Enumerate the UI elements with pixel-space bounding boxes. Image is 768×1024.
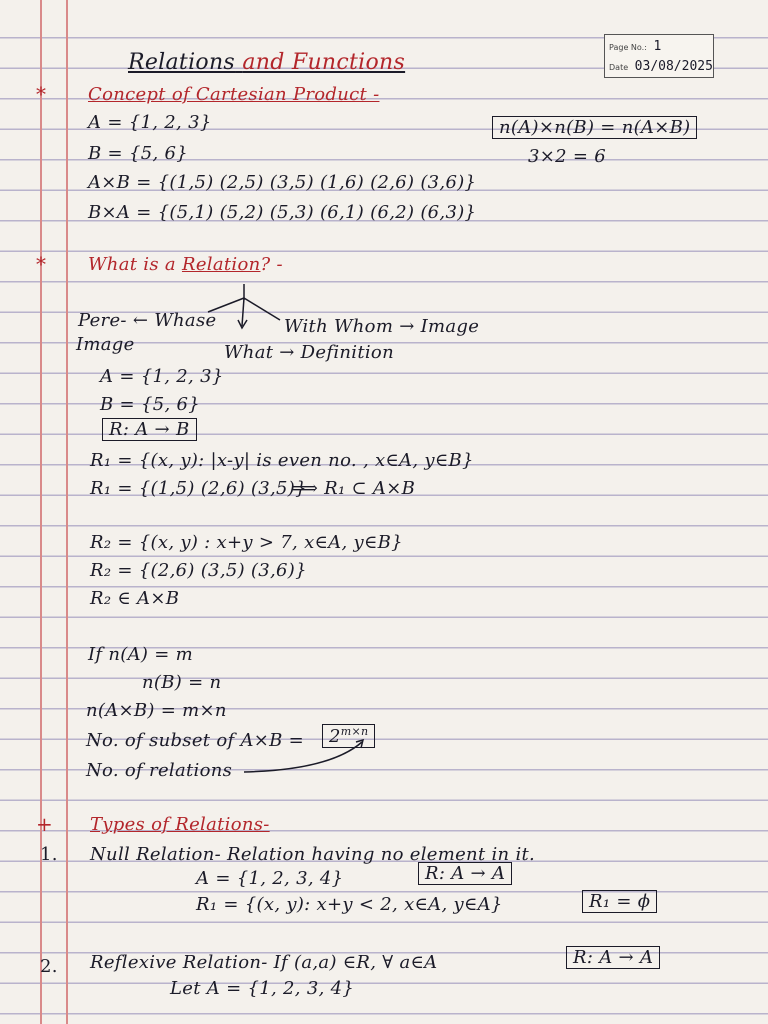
section4-star: + (36, 812, 54, 836)
r2-set: R₂ = {(2,6) (3,5) (3,6)} (90, 560, 307, 581)
page-number-label: Page No.: (609, 43, 647, 52)
count-line-2: n(B) = n (142, 672, 222, 693)
cartesian-formula-box: n(A)×n(B) = n(A×B) (492, 116, 697, 139)
item1-relation-box: R: A → A (418, 862, 512, 885)
count-line-1: If n(A) = m (88, 644, 194, 665)
what-definition-label: What → Definition (224, 342, 394, 363)
section2-heading-prefix: What is a (88, 254, 176, 275)
section4-heading: Types of Relations- (90, 814, 270, 835)
item1-set-a: A = {1, 2, 3, 4} (196, 868, 344, 889)
date-value: 03/08/2025 (634, 59, 713, 74)
section1-star: * (36, 82, 47, 106)
set-b-line: B = {5, 6} (88, 143, 189, 164)
rel-set-a: A = {1, 2, 3} (100, 366, 224, 387)
pre-image-label: Pere- ← Whase (78, 310, 217, 331)
arrow-right (244, 298, 280, 320)
date-label: Date (609, 63, 629, 72)
r1-set: R₁ = {(1,5) (2,6) (3,5)} (90, 478, 307, 499)
page-number-value: 1 (653, 39, 662, 54)
section2-heading-word: Relation (181, 254, 261, 275)
bxa-line: B×A = {(5,1) (5,2) (5,3) (6,1) (6,2) (6,3)} (88, 202, 477, 223)
axb-line: A×B = {(1,5) (2,5) (3,5) (1,6) (2,6) (3,6)} (88, 172, 477, 193)
item1-title: Null Relation- Relation having no element in it. (90, 844, 536, 865)
item1-r1: R₁ = {(x, y): x+y < 2, x∈A, y∈A} (196, 894, 503, 915)
count-line-5: No. of relations (86, 760, 233, 781)
count-line-4: No. of subset of A×B = (86, 730, 305, 751)
item2-relation-box: R: A → A (566, 946, 660, 969)
item1-number: 1. (40, 844, 58, 865)
with-whom-label: With Whom → Image (284, 316, 480, 337)
arrow-middle (242, 298, 244, 326)
cartesian-formula-example: 3×2 = 6 (528, 146, 607, 167)
section2-star: * (36, 252, 47, 276)
rel-set-b: B = {5, 6} (100, 394, 201, 415)
section2-heading-suffix: ? - (260, 254, 283, 275)
r2-conclusion: R₂ ∈ A×B (90, 588, 180, 609)
item2-number: 2. (40, 956, 58, 977)
subset-count-base: 2 (329, 726, 341, 747)
r1-conclusion: ⟹ R₁ ⊂ A×B (292, 478, 416, 499)
item2-title: Reflexive Relation- If (a,a) ∈R, ∀ a∈A (90, 952, 438, 973)
subset-count-exponent: m×n (340, 725, 369, 738)
item2-set-a: Let A = {1, 2, 3, 4} (170, 978, 355, 999)
title-part2: and Functions (242, 50, 406, 75)
r2-definition: R₂ = {(x, y) : x+y > 7, x∈A, y∈B} (90, 532, 403, 553)
count-line-3: n(A×B) = m×n (86, 700, 227, 721)
subset-count-box (322, 724, 375, 748)
title-part1: Relations (128, 50, 236, 75)
item1-null-box: R₁ = ϕ (582, 890, 657, 913)
image-word: Image (76, 334, 135, 355)
r1-definition: R₁ = {(x, y): |x-y| is even no. , x∈A, y∈B} (90, 450, 474, 471)
relation-box: R: A → B (102, 418, 197, 441)
set-a-line: A = {1, 2, 3} (88, 112, 212, 133)
section1-heading: Concept of Cartesian Product - (88, 84, 380, 105)
